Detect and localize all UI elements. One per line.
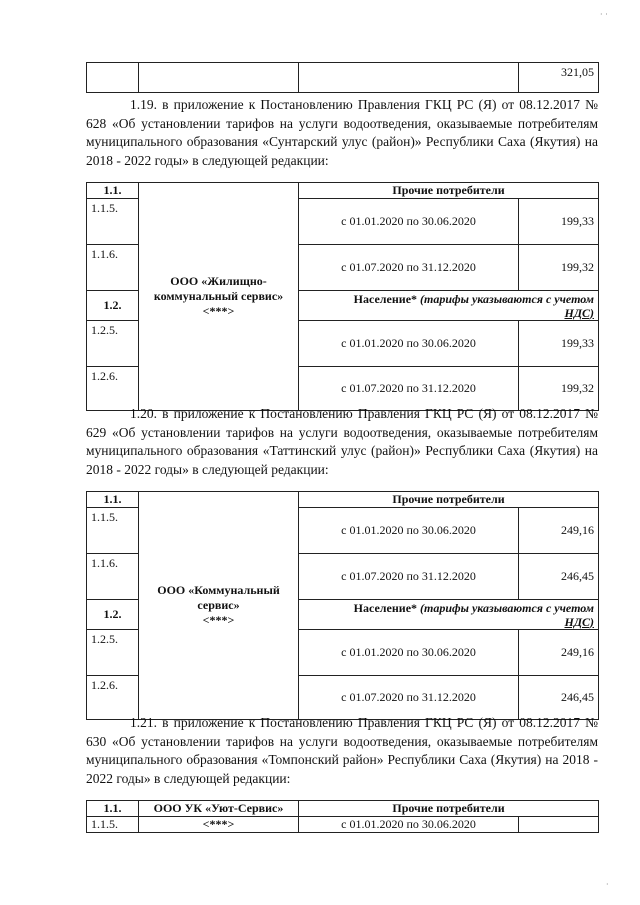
- organization-name: ООО УК «Уют-Сервис»: [139, 801, 299, 817]
- tariff-table-continued: [86, 62, 599, 93]
- vat-note: (тарифы указываются с учетом: [420, 600, 595, 615]
- paragraph-text: в приложение к Постановлению Правления ГКЦ РС (Я) от 08.12.2017 № 630 «Об установлении тарифов на услуги водоотведения, оказываемые потребителям муниципального образования «Томпонский район» Республики Саха (Якутия) на 2018 - 2022 годы» в следующей редакции:: [86, 715, 599, 786]
- paragraph-number: 1.21.: [130, 715, 157, 730]
- row-number: 1.1.6.: [87, 554, 139, 600]
- table-row: [87, 183, 599, 199]
- organization-name-line1: ООО «Коммунальный: [157, 583, 280, 597]
- organization-note: <***>: [139, 817, 299, 833]
- table-cell: [139, 63, 299, 93]
- tariff-value: 199,32: [519, 367, 599, 411]
- row-number: 1.2.: [87, 600, 139, 630]
- tariff-table-1-19: [86, 182, 599, 411]
- population-label: Население*: [353, 291, 418, 306]
- row-number: 1.2.6.: [87, 676, 139, 720]
- row-number: 1.2.6.: [87, 367, 139, 411]
- tariff-value: 249,16: [519, 630, 599, 676]
- paragraph-text: в приложение к Постановлению Правления ГКЦ РС (Я) от 08.12.2017 № 629 «Об установлении тарифов на услуги водоотведения, оказываемые потребителям муниципального образования «Таттинский улус (район)» Республики Саха (Якутия) на 2018 - 2022 годы» в следующей редакции:: [86, 406, 599, 477]
- vat-note-end: НДС): [564, 305, 595, 320]
- organization-name-line2: сервис»: [197, 598, 240, 612]
- row-number: 1.2.5.: [87, 321, 139, 367]
- row-number: 1.2.5.: [87, 630, 139, 676]
- organization-cell: [139, 183, 299, 411]
- tariff-period: с 01.07.2020 по 31.12.2020: [299, 367, 519, 411]
- paragraph-1-20: [86, 405, 598, 479]
- tariff-table-1-21: [86, 800, 599, 833]
- vat-note: (тарифы указываются с учетом: [420, 291, 595, 306]
- row-number: 1.1.: [87, 801, 139, 817]
- organization-name-line1: ООО «Жилищно-: [170, 274, 267, 288]
- row-number: 1.1.: [87, 492, 139, 508]
- population-label: Население*: [353, 600, 418, 615]
- table-row: [87, 492, 599, 508]
- vat-note-end: НДС): [564, 614, 595, 629]
- tariff-period: с 01.07.2020 по 31.12.2020: [299, 676, 519, 720]
- tariff-period: с 01.01.2020 по 30.06.2020: [299, 199, 519, 245]
- row-number: 1.1.: [87, 183, 139, 199]
- row-number: 1.1.5.: [87, 508, 139, 554]
- tariff-value: 246,45: [519, 554, 599, 600]
- tariff-value: 199,32: [519, 245, 599, 291]
- paragraph-1-21: [86, 714, 598, 788]
- table-cell: [87, 63, 139, 93]
- organization-name-line2: коммунальный сервис»: [153, 289, 284, 303]
- consumer-group-header: Прочие потребители: [299, 183, 599, 199]
- tariff-period: с 01.01.2020 по 30.06.2020: [299, 508, 519, 554]
- tariff-value: 199,33: [519, 199, 599, 245]
- population-header: [299, 600, 599, 630]
- row-number: 1.1.5.: [87, 199, 139, 245]
- tariff-period: с 01.07.2020 по 31.12.2020: [299, 245, 519, 291]
- population-header: [299, 291, 599, 321]
- consumer-group-header: Прочие потребители: [299, 801, 599, 817]
- tariff-period: с 01.01.2020 по 30.06.2020: [299, 630, 519, 676]
- organization-note: <***>: [202, 613, 235, 627]
- paragraph-number: 1.20.: [130, 406, 157, 421]
- scan-mark: ·: [606, 880, 609, 889]
- tariff-value: 249,16: [519, 508, 599, 554]
- table-row: [87, 801, 599, 817]
- paragraph-text: в приложение к Постановлению Правления ГКЦ РС (Я) от 08.12.2017 № 628 «Об установлении тарифов на услуги водоотведения, оказываемые потребителям муниципального образования «Сунтарский улус (район)» Республики Саха (Якутия) на 2018 - 2022 годы» в следующей редакции:: [86, 97, 599, 168]
- tariff-table-1-20: [86, 491, 599, 720]
- tariff-period: с 01.07.2020 по 31.12.2020: [299, 554, 519, 600]
- row-number: 1.1.6.: [87, 245, 139, 291]
- consumer-group-header: Прочие потребители: [299, 492, 599, 508]
- row-number: 1.1.5.: [87, 817, 139, 833]
- tariff-value: 199,33: [519, 321, 599, 367]
- organization-note: <***>: [202, 304, 235, 318]
- tariff-value: 246,45: [519, 676, 599, 720]
- tariff-period: с 01.01.2020 по 30.06.2020: [299, 321, 519, 367]
- paragraph-1-19: [86, 96, 598, 170]
- organization-cell: [139, 492, 299, 720]
- tariff-value-empty: [519, 817, 599, 833]
- tariff-value: 321,05: [519, 63, 599, 93]
- tariff-period: с 01.01.2020 по 30.06.2020: [299, 817, 519, 833]
- row-number: 1.2.: [87, 291, 139, 321]
- table-cell: [299, 63, 519, 93]
- table-row: [87, 63, 599, 93]
- scan-mark: · ·: [600, 10, 608, 19]
- paragraph-number: 1.19.: [130, 97, 157, 112]
- table-row: [87, 817, 599, 833]
